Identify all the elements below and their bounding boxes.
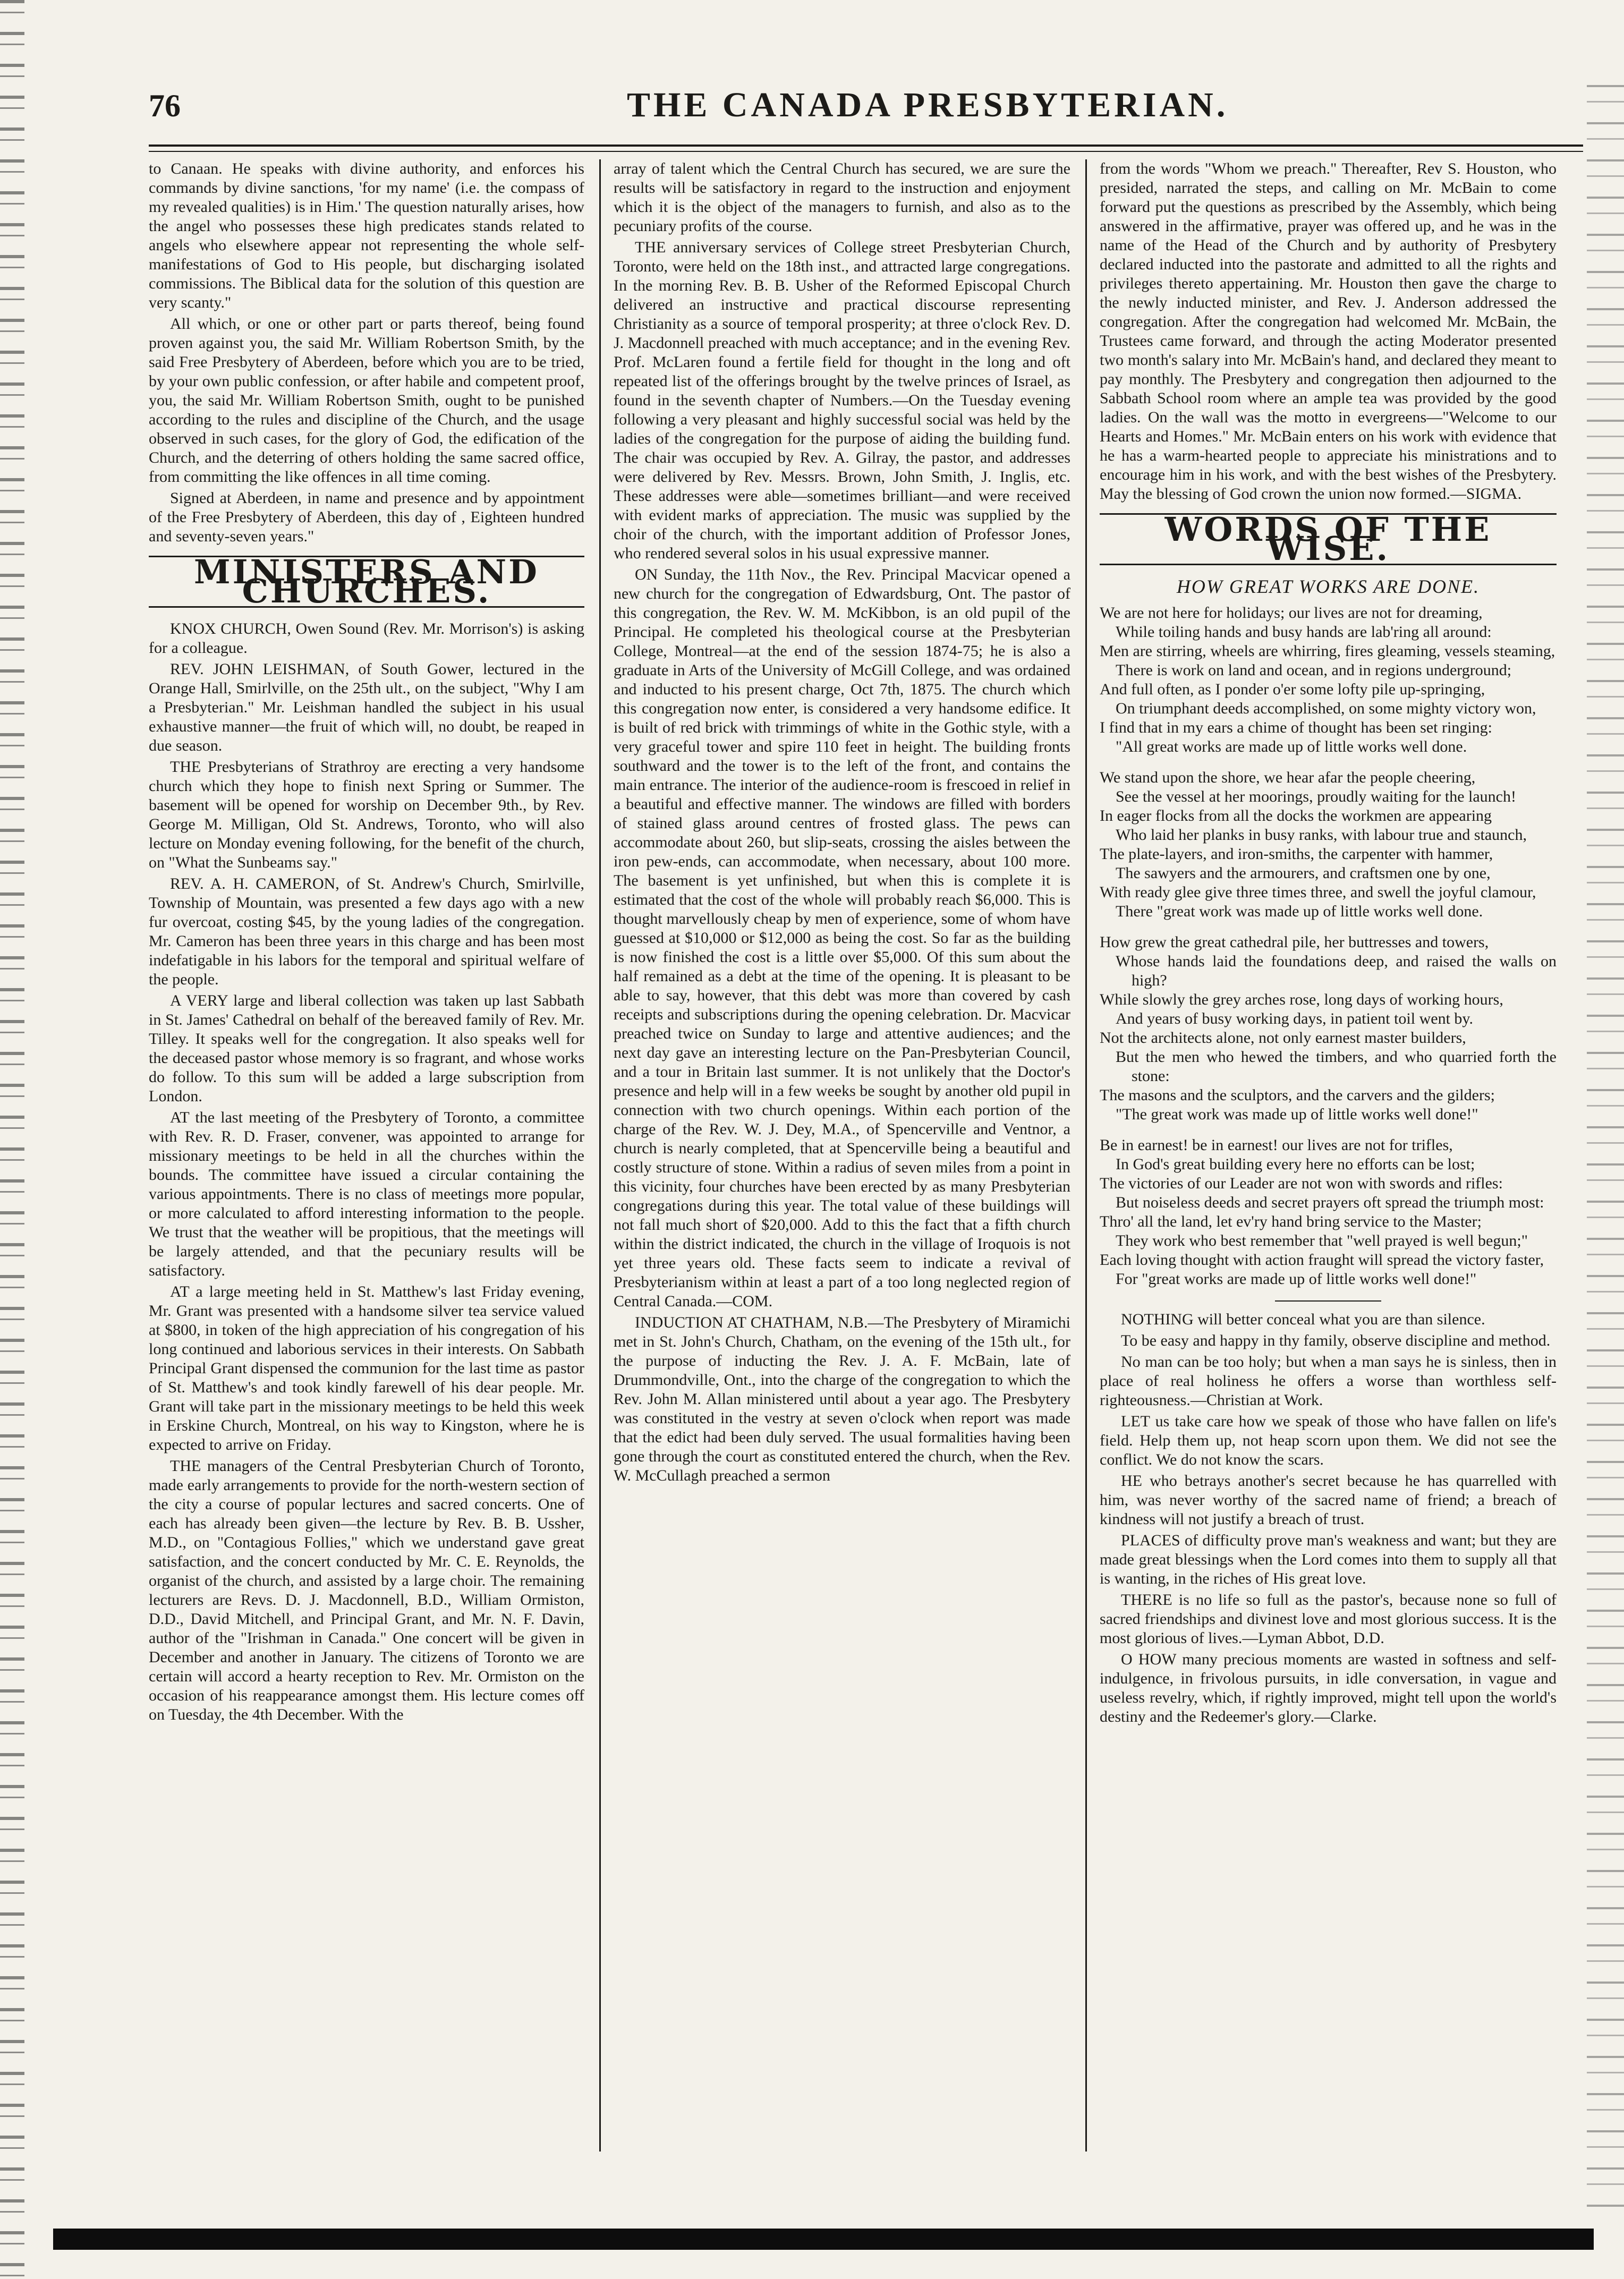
paragraph: REV. A. H. CAMERON, of St. Andrew's Church, Smirlville, Township of Mountain, was presented a few days ago with a new fur overcoat, costing $45, by the young ladies of the congregation. Mr. Cameron has been three years in this charge and has been most indefatigable in his labors for the temporal and spiritual welfare of the people.	[149, 875, 584, 988]
poem-line: While slowly the grey arches rose, long days of working hours,	[1100, 991, 1503, 1008]
column-divider	[1085, 159, 1087, 2152]
poem-line: How grew the great cathedral pile, her buttresses and towers,	[1100, 933, 1489, 951]
poem-line: They work who best remember that "well prayed is well begun;"	[1116, 1232, 1528, 1249]
poem-line: The plate-layers, and iron-smiths, the carpenter with hammer,	[1100, 845, 1493, 863]
poem-line: See the vessel at her moorings, proudly waiting for the launch!	[1116, 788, 1516, 805]
poem-line: Thro' all the land, let ev'ry hand bring service to the Master;	[1100, 1213, 1482, 1230]
scan-right-edge	[1587, 85, 1624, 2210]
paragraph: NOTHING will better conceal what you are than silence.	[1121, 1311, 1485, 1328]
paragraph: AT a large meeting held in St. Matthew's last Friday evening, Mr. Grant was presented with a handsome silver tea service valued at $800, in token of the high appreciation of his congregation of his long continued and laborious services in their interests. On Sabbath Principal Grant dispensed the communion for the last time as pastor of St. Matthew's and took kindly farewell of his dear people. Mr. Grant will take part in the missionary meetings to be held this week in Erskine Church, Montreal, on his way to Kingston, where he is expected to arrive on Friday.	[149, 1283, 584, 1453]
poem-line: We stand upon the shore, we hear afar the people cheering,	[1100, 769, 1476, 786]
poem-line: Not the architects alone, not only earnest master builders,	[1100, 1029, 1466, 1047]
paragraph: from the words "Whom we preach." Thereafter, Rev S. Houston, who presided, narrated the steps, and calling on Mr. McBain to come forward put the questions as prescribed by the Assembly, which being answered in the affirmative, prayer was offered up, and he was in the name of the Head of the Church and by authority of Presbytery declared inducted into the pastorate and admitted to all the rights and privileges thereto appertaining. Mr. Houston then gave the charge to the newly inducted minister, and Rev. J. Anderson addressed the congregation. After the congregation had welcomed Mr. McBain, the Trustees came forward, and through the acting Moderator presented two month's salary into Mr. McBain's hand, and declared they meant to pay monthly. The Presbytery and congregation then adjourned to the Sabbath School room where an ample tea was provided by the good ladies. On the wall was the motto in evergreens—"Welcome to our Hearts and Homes." Mr. McBain enters on his work with evidence that he has a warm-hearted people to appreciate his ministrations and to encourage him in his work, and with the best wishes of the Presbytery. May the blessing of God crown the union now formed.—SIGMA.	[1100, 160, 1557, 503]
page-number: 76	[149, 88, 181, 123]
paragraph: LET us take care how we speak of those who have fallen on life's field. Help them up, not heap scorn upon them. We did not see the conflict. We do not know the scars.	[1100, 1413, 1557, 1468]
poem-line: On triumphant deeds accomplished, on some mighty victory won,	[1116, 700, 1536, 717]
poem-line: While toiling hands and busy hands are lab'ring all around:	[1116, 623, 1492, 641]
poem-line: Men are stirring, wheels are whirring, fires gleaming, vessels steaming,	[1100, 642, 1555, 660]
paragraph: No man can be too holy; but when a man says he is sinless, then in place of real holiness he offers a worse than worthless self-righteousness.—Christian at Work.	[1100, 1353, 1557, 1409]
poem-stanza	[1100, 603, 1557, 756]
poem-line: For "great works are made up of little works well done!"	[1116, 1270, 1477, 1288]
poem-line: Who laid her planks in busy ranks, with labour true and staunch,	[1116, 826, 1527, 844]
paragraph: HE who betrays another's secret because he has quarrelled with him, was never worthy of the sacred name of friend; a breach of kindness will not justify a breach of trust.	[1100, 1472, 1557, 1528]
paragraph: to Canaan. He speaks with divine authority, and enforces his commands by divine sanctions, 'for my name' (i.e. the compass of my revealed qualities) is in Him.' The question naturally arises, how the angel who possesses these high predicates stands related to angels who elsewhere appear not representing the whole self-manifestations of God to His people, but discharging isolated commissions. The Biblical data for the solution of this question are very scanty."	[149, 160, 584, 311]
paragraph: KNOX CHURCH, Owen Sound (Rev. Mr. Morrison's) is asking for a colleague.	[149, 620, 584, 657]
poem-title: HOW GREAT WORKS ARE DONE.	[1176, 576, 1480, 597]
separator-rule	[1275, 1300, 1381, 1302]
poem-stanza	[1100, 1136, 1557, 1289]
poem-line: There is work on land and ocean, and in regions underground;	[1116, 661, 1512, 679]
poem-line: In eager flocks from all the docks the workmen are appearing	[1100, 807, 1492, 824]
poem-line: And years of busy working days, in patient toil went by.	[1116, 1010, 1473, 1027]
paragraph: THE Presbyterians of Strathroy are erecting a very handsome church which they hope to finish next Spring or Summer. The basement will be opened for worship on December 9th., by Rev. George M. Milligan, Old St. Andrews, Toronto, who will also lecture on Monday evening following, for the benefit of the church, on "What the Sunbeams say."	[149, 758, 584, 871]
paragraph: To be easy and happy in thy family, observe discipline and method.	[1121, 1332, 1551, 1349]
paragraph: THERE is no life so full as the pastor's, because none so full of sacred friendships and divinest love and most glorious success. It is the most glorious of lives.—Lyman Abbot, D.D.	[1100, 1591, 1557, 1647]
column-right	[1100, 159, 1557, 2152]
poem-line: The sawyers and the armourers, and craftsmen one by one,	[1116, 864, 1491, 882]
scan-left-edge	[0, 0, 24, 2279]
paragraph: THE managers of the Central Presbyterian Church of Toronto, made early arrangements to provide for the north-western section of the city a course of popular lectures and sacred concerts. One of each has already been given—the lecture by Rev. B. B. Ussher, M.D., on "Contagious Follies," which we understand gave great satisfaction, and the concert conducted by Mr. C. E. Reynolds, the organist of the church, and assisted by a large choir. The remaining lecturers are Revs. D. J. Macdonnell, B.D., William Ormiston, D.D., David Mitchell, and Principal Grant, and Mr. N. F. Davin, author of the "Irishman in Canada." One concert will be given in December and another in January. The citizens of Toronto we are certain will accord a hearty reception to Rev. Mr. Ormiston on the occasion of his reappearance amongst them. His lecture comes off on Tuesday, the 4th December. With the	[149, 1457, 584, 1723]
poem-line: With ready glee give three times three, and swell the joyful clamour,	[1100, 883, 1536, 901]
poem-line: The masons and the sculptors, and the carvers and the gilders;	[1100, 1086, 1495, 1104]
paragraph: array of talent which the Central Church has secured, we are sure the results will be satisfactory in regard to the instruction and enjoyment which it is the object of the managers to furnish, and also as to the pecuniary profits of the course.	[614, 160, 1070, 235]
header-rule	[149, 144, 1583, 152]
column-divider	[599, 159, 601, 2152]
section-heading-ministers: MINISTERS AND CHURCHES.	[149, 556, 584, 608]
paragraph: INDUCTION AT CHATHAM, N.B.—The Presbytery of Miramichi met in St. John's Church, Chatham, on the evening of the 15th ult., for the purpose of inducting the Rev. J. A. F. McBain, late of Drummondville, Ont., into the charge of the congregation to which the Rev. John M. Allan ministered until about a year ago. The Presbytery was constituted in the vestry at seven o'clock when report was made that the edict had been duly served. The usual formalities having been gone through the court as constituted entered the church, when the Rev. W. McCullagh preached a sermon	[614, 1314, 1070, 1484]
paragraph: ON Sunday, the 11th Nov., the Rev. Principal Macvicar opened a new church for the congregation of Edwardsburg, Ont. The pastor of this congregation, the Rev. W. M. McKibbon, is an old pupil of the Principal. He completed his theological course at the Presbyterian College, Montreal—at the end of the session 1874-75; he is also a graduate in Arts of the University of McGill College, and was ordained and inducted to his present charge, Oct 7th, 1875. The church which this congregation now enter, is considered a very handsome edifice. It is built of red brick with trimmings of white in the Gothic style, with a very graceful tower and spire 110 feet in height. The building fronts southward and the tower is to the left of the front, and contains the main entrance. The interior of the audience-room is frescoed in relief in a beautiful and effective manner. The windows are filled with borders of stained glass around centres of frosted glass. The pews can accommodate about 260, but slip-seats, crossing the aisles between the iron pew-ends, can accommodate, when necessary, about 100 more. The basement is yet unfinished, but when this is complete it is estimated that the cost of the whole will probably reach $6,000. This is thought marvellously cheap by men of experience, some of whom have guessed at $10,000 or $12,000 as being the cost. So far as the building is now finished the cost is a little over $5,000. Of this sum about the half remained as a debt at the time of the opening. It is pleasant to be able to say, however, that this debt was more than covered by cash receipts and subscriptions during the opening celebration. Dr. Macvicar preached twice on Sunday to large and attentive audiences; and the next day gave an interesting lecture on the Pan-Presbyterian Council, and a tour in Britain last summer. It is not unlikely that the Doctor's presence and help will in a few weeks be sought by another old pupil in connection with two church openings. Within each portion of the charge of the Rev. W. J. Dey, M.A., of Spencerville and Ventnor, a church is nearly completed, that at Spencerville being a beautiful and costly structure of stone. Within a radius of seven miles from a point in this vicinity, four churches have been erected by as many Presbyterian congregations during this year. The total value of these buildings will not fall much short of $20,000. Add to this the fact that a fifth church within the district indicated, the church in the village of Iroquois is not yet three years old. These facts seem to indicate a revival of Presbyterianism within at least a part of a too long neglected region of Central Canada.—COM.	[614, 566, 1070, 1310]
poem-line: But noiseless deeds and secret prayers oft spread the triumph most:	[1116, 1194, 1544, 1211]
column-left	[149, 159, 584, 2152]
poem-stanza	[1100, 933, 1557, 1124]
poem-line: The victories of our Leader are not won with swords and rifles:	[1100, 1175, 1503, 1192]
paragraph: Signed at Aberdeen, in name and presence and by appointment of the Free Presbytery of Aberdeen, this day of , Eighteen hundred and seventy-seven years."	[149, 489, 584, 545]
poem-line: "All great works are made up of little works well done.	[1116, 738, 1467, 755]
running-title: THE CANADA PRESBYTERIAN.	[627, 86, 1229, 124]
poem-line: Be in earnest! be in earnest! our lives are not for trifles,	[1100, 1136, 1453, 1154]
paragraph: PLACES of difficulty prove man's weakness and want; but they are made great blessings when the Lord comes into them to supply all that is wanting, in the riches of His great love.	[1100, 1532, 1557, 1587]
column-middle	[614, 159, 1070, 2152]
poem-line: We are not here for holidays; our lives are not for dreaming,	[1100, 604, 1483, 622]
poem-line: But the men who hewed the timbers, and who quarried forth the stone:	[1116, 1048, 1557, 1085]
paragraph: AT the last meeting of the Presbytery of Toronto, a committee with Rev. R. D. Fraser, convener, was appointed to arrange for missionary meetings to be held in all the churches within the bounds. The committee have issued a circular containing the various appointments. There is no class of meetings more popular, or more calculated to afford interesting information to the people. We trust that the weather will be propitious, that the meetings will be largely attended, and that the pecuniary results will be satisfactory.	[149, 1109, 584, 1279]
scan-bottom-bar	[53, 2229, 1594, 2250]
poem-line: I find that in my ears a chime of thought has been set ringing:	[1100, 719, 1492, 736]
poem	[1100, 603, 1557, 1289]
section-heading-words-of-the-wise: WORDS OF THE WISE.	[1100, 513, 1557, 565]
page-header	[149, 80, 1572, 138]
poem-stanza	[1100, 768, 1557, 921]
poem-line: And full often, as I ponder o'er some lofty pile up-springing,	[1100, 681, 1485, 698]
paragraph: THE anniversary services of College street Presbyterian Church, Toronto, were held on the 18th inst., and attracted large congregations. In the morning Rev. B. B. Usher of the Reformed Episcopal Church delivered an instructive and practical discourse representing Christianity as a source of temporal prosperity; at three o'clock Rev. D. J. Macdonnell preached with much acceptance; and in the evening Rev. Prof. McLaren found a fertile field for thought in the long and oft repeated list of the offerings brought by the twelve princes of Israel, as found in the seventh chapter of Numbers.—On the Tuesday evening following a very pleasant and highly successful social was held by the ladies of the congregation for the purpose of aiding the building fund. The chair was occupied by Rev. A. Gilray, the pastor, and addresses were delivered by Rev. Messrs. Brown, John Smith, J. Inglis, etc. These addresses were able—sometimes brilliant—and were received with evident marks of appreciation. The music was supplied by the choir of the church, with the important addition of Professor Jones, who rendered several solos in his usual expressive manner.	[614, 239, 1070, 562]
paragraph: REV. JOHN LEISHMAN, of South Gower, lectured in the Orange Hall, Smirlville, on the 25th ult., on the subject, "Why I am a Presbyterian." Mr. Leishman handled the subject in his usual exhaustive manner—the fruit of which will, no doubt, be reaped in due season.	[149, 660, 584, 754]
paragraph: O HOW many precious moments are wasted in softness and self-indulgence, in frivolous pursuits, in idle conversation, in vague and useless revelry, which, if rightly improved, might tell upon the world's destiny and the Redeemer's glory.—Clarke.	[1100, 1651, 1557, 1725]
poem-line: "The great work was made up of little works well done!"	[1116, 1106, 1478, 1123]
poem-line: Whose hands laid the foundations deep, and raised the walls on high?	[1116, 953, 1557, 989]
paragraph: A VERY large and liberal collection was taken up last Sabbath in St. James' Cathedral on behalf of the bereaved family of Rev. Mr. Tilley. It speaks well for the congregation. It also speaks well for the deceased pastor whose memory is so fragrant, and whose works do follow. To this sum will be added a large subscription from London.	[149, 992, 584, 1105]
poem-line: Each loving thought with action fraught will spread the victory faster,	[1100, 1251, 1544, 1269]
paragraph: All which, or one or other part or parts thereof, being found proven against you, the said Mr. William Robertson Smith, by the said Free Presbytery of Aberdeen, before which you are to be tried, by your own public confession, or after habile and competent proof, you, the said Mr. William Robertson Smith, ought to be punished according to the rules and discipline of the Church, and the usage observed in such cases, for the glory of God, the edification of the Church, and the deterring of others holding the same sacred office, from committing the like offences in all time coming.	[149, 315, 584, 486]
poem-line: In God's great building every here no efforts can be lost;	[1116, 1155, 1475, 1173]
poem-line: There "great work was made up of little works well done.	[1116, 903, 1483, 920]
